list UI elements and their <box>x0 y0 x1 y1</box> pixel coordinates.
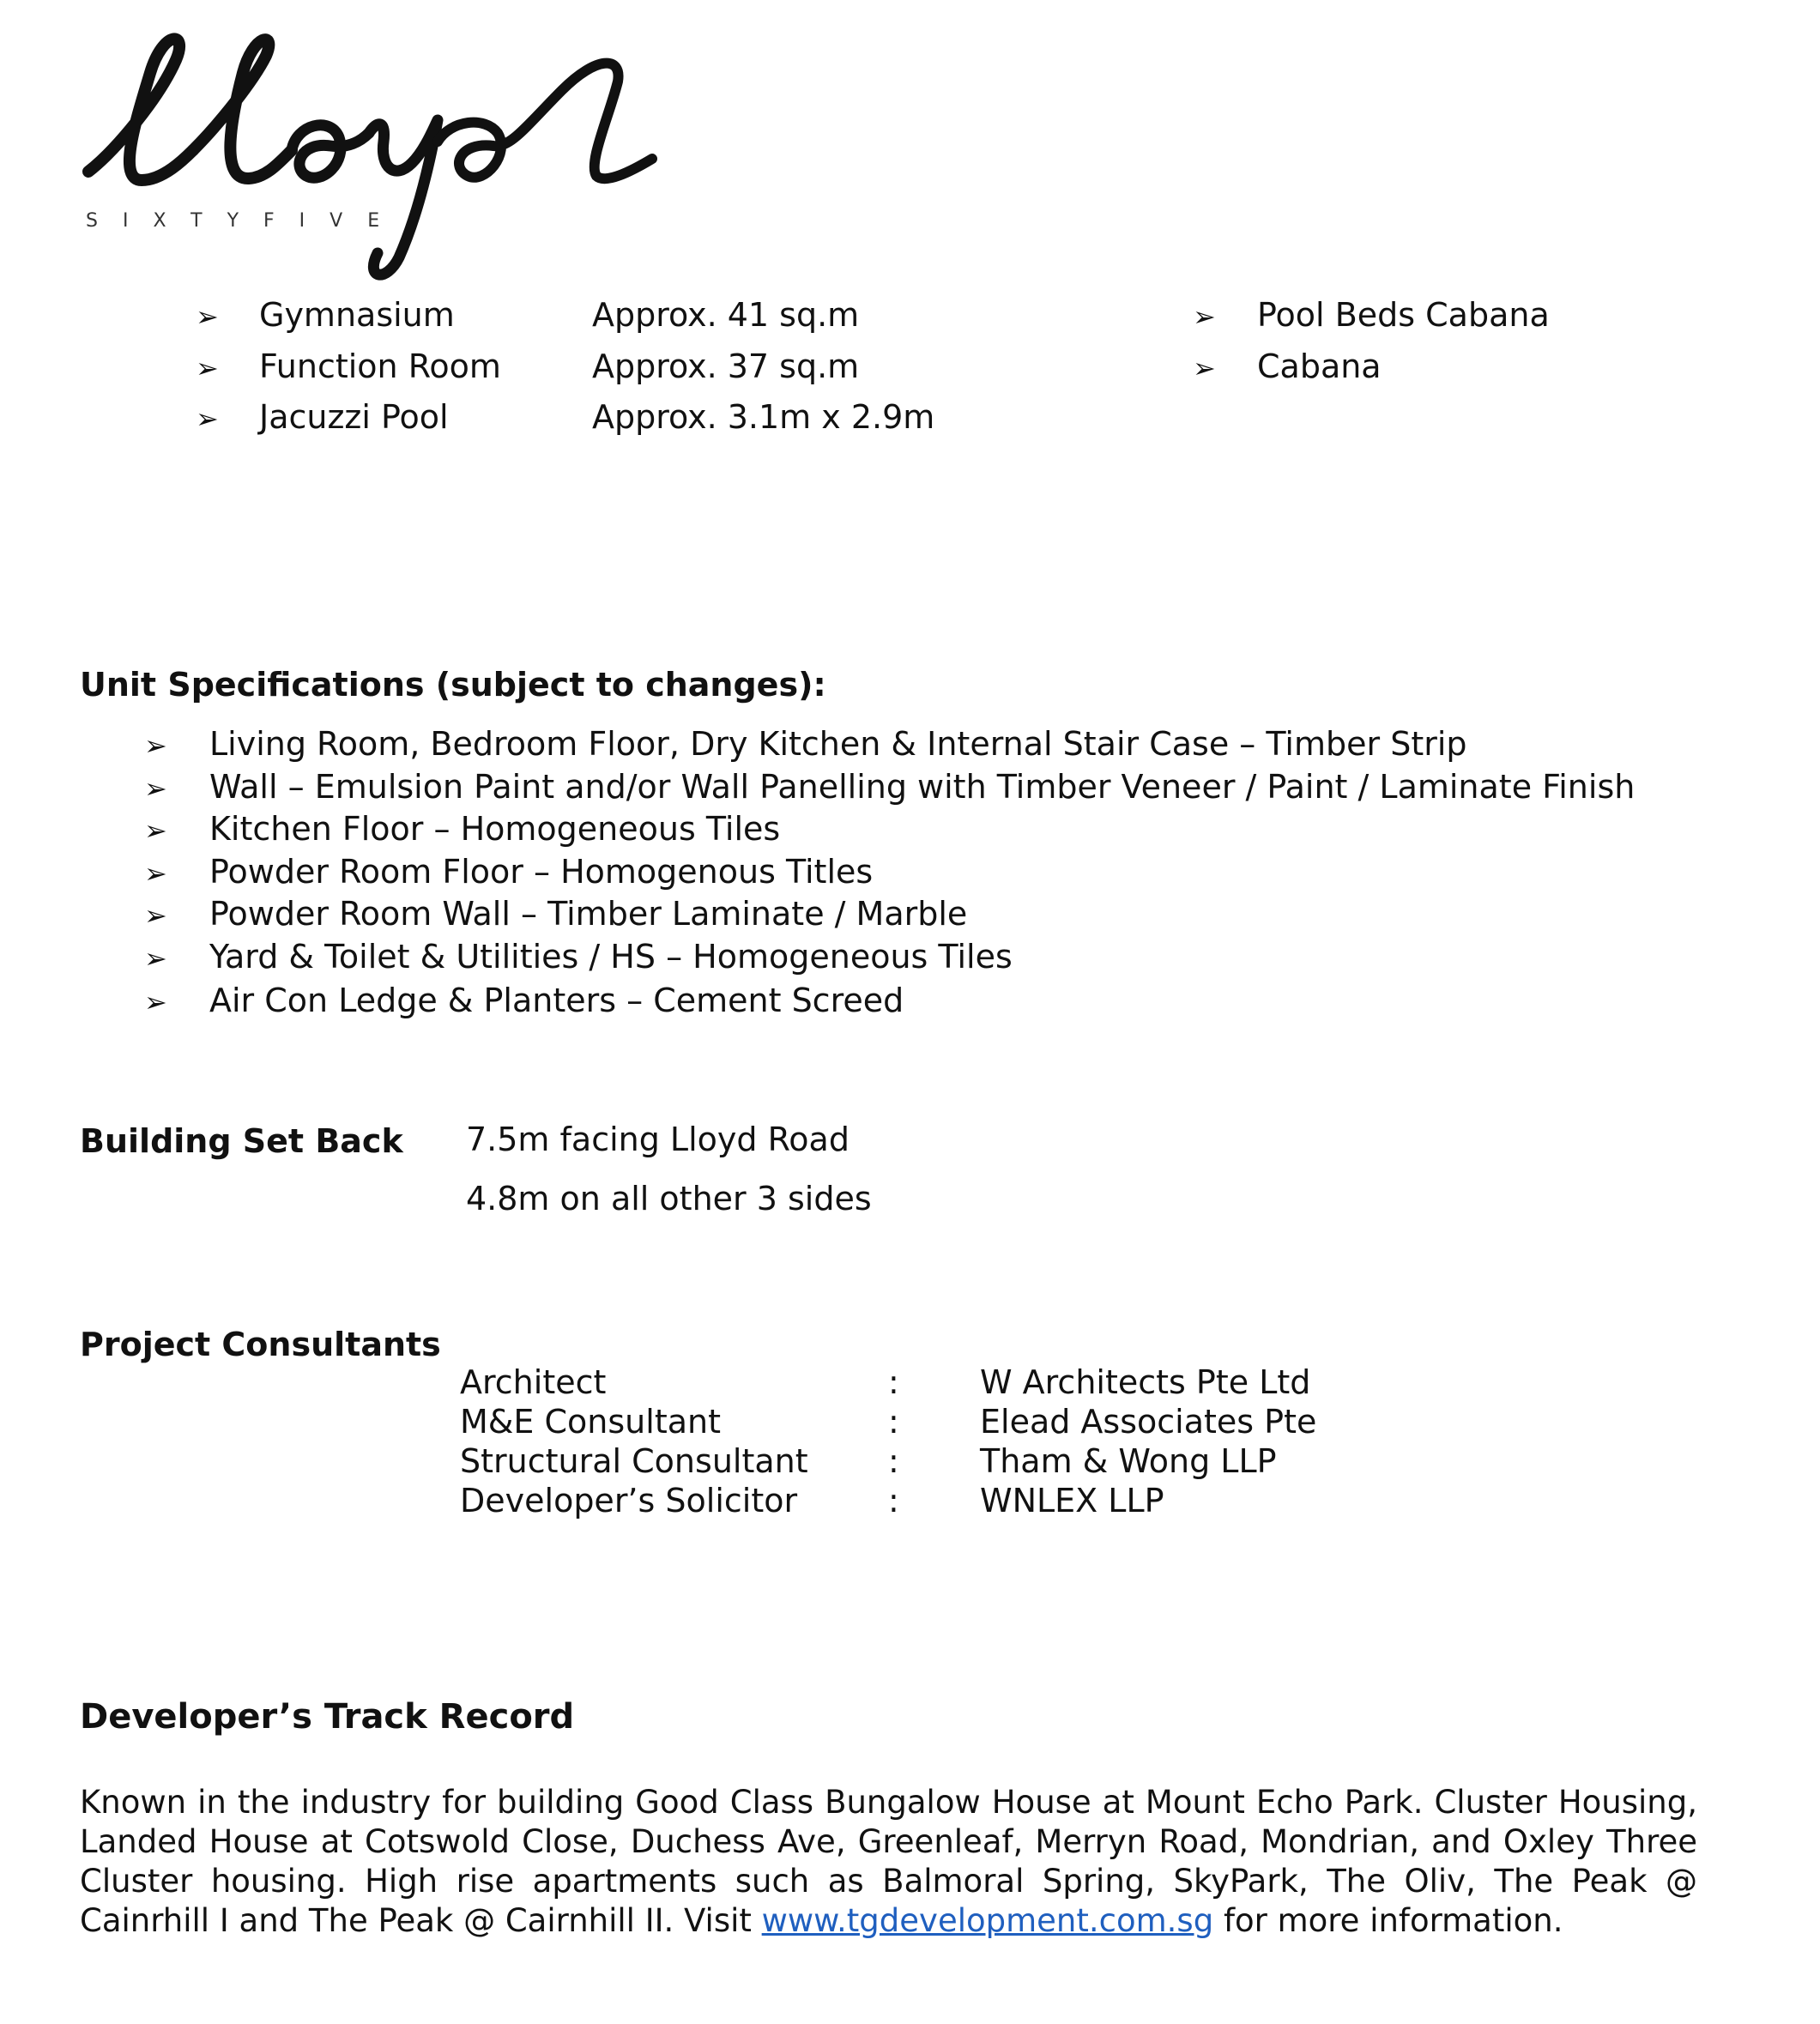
setback-heading: Building Set Back <box>80 1122 403 1160</box>
lloyd-logo <box>82 21 665 287</box>
arrow-bullet-icon: ➢ <box>196 300 219 333</box>
facility-size: Approx. 41 sq.m <box>592 296 860 334</box>
consultants-heading: Project Consultants <box>80 1326 441 1363</box>
arrow-bullet-icon: ➢ <box>144 814 167 847</box>
arrow-bullet-icon: ➢ <box>144 942 167 975</box>
list-item: Wall – Emulsion Paint and/or Wall Panelling with Timber Veneer / Paint / Laminate Finish <box>209 768 1636 806</box>
track-record-paragraph <box>80 1783 1697 1941</box>
arrow-bullet-icon: ➢ <box>144 772 167 805</box>
consultant-name: Tham & Wong LLP <box>980 1442 1277 1480</box>
arrow-bullet-icon: ➢ <box>144 986 167 1018</box>
logo-tagline: SIXTYFIVE <box>86 210 405 232</box>
arrow-bullet-icon: ➢ <box>144 899 167 932</box>
consultant-separator: : <box>888 1482 899 1520</box>
list-item: Yard & Toilet & Utilities / HS – Homogeneous Tiles <box>209 938 1013 976</box>
setback-line: 7.5m facing Lloyd Road <box>466 1121 850 1158</box>
facility-name: Jacuzzi Pool <box>259 398 449 436</box>
arrow-bullet-icon: ➢ <box>144 857 167 890</box>
list-item: Powder Room Wall – Timber Laminate / Marble <box>209 895 968 933</box>
arrow-bullet-icon: ➢ <box>144 729 167 762</box>
list-item: Powder Room Floor – Homogenous Titles <box>209 853 874 891</box>
consultant-role: Architect <box>460 1363 607 1401</box>
facility-name: Cabana <box>1257 347 1382 385</box>
consultant-name: Elead Associates Pte <box>980 1403 1317 1441</box>
facility-size: Approx. 37 sq.m <box>592 347 860 385</box>
arrow-bullet-icon: ➢ <box>196 402 219 435</box>
arrow-bullet-icon: ➢ <box>1193 352 1216 384</box>
facility-name: Function Room <box>259 347 501 385</box>
consultant-name: W Architects Pte Ltd <box>980 1363 1311 1401</box>
facility-size: Approx. 3.1m x 2.9m <box>592 398 935 436</box>
unit-specs-heading: Unit Specifications (subject to changes): <box>80 666 826 704</box>
setback-line: 4.8m on all other 3 sides <box>466 1180 872 1217</box>
consultant-role: M&E Consultant <box>460 1403 721 1441</box>
list-item: Kitchen Floor – Homogeneous Tiles <box>209 810 781 848</box>
arrow-bullet-icon: ➢ <box>1193 300 1216 333</box>
track-record-heading: Developer’s Track Record <box>80 1697 575 1737</box>
list-item: Air Con Ledge & Planters – Cement Screed <box>209 982 904 1019</box>
consultant-name: WNLEX LLP <box>980 1482 1164 1520</box>
arrow-bullet-icon: ➢ <box>196 352 219 384</box>
consultant-separator: : <box>888 1363 899 1401</box>
consultant-role: Structural Consultant <box>460 1442 808 1480</box>
track-record-text: Known in the industry for building Good Class Bungalow House at Mount Echo Park. Cluster Housing, Landed House at Cotswold Close, Duchess Ave, Greenleaf, Merryn Road, Mondrian, and Oxley Three Cluster housing. High rise apartments such as Balmoral Spring, SkyPark, The Oliv, The Peak @ Cainrhill I and The Peak @ Cairnhill II. Visit <box>80 1784 1697 1939</box>
consultant-separator: : <box>888 1442 899 1480</box>
facility-name: Gymnasium <box>259 296 455 334</box>
consultant-separator: : <box>888 1403 899 1441</box>
developer-website-link[interactable]: www.tgdevelopment.com.sg <box>761 1902 1214 1939</box>
list-item: Living Room, Bedroom Floor, Dry Kitchen & Internal Stair Case – Timber Strip <box>209 725 1467 763</box>
consultant-role: Developer’s Solicitor <box>460 1482 798 1520</box>
facility-name: Pool Beds Cabana <box>1257 296 1550 334</box>
track-record-text-end: for more information. <box>1213 1902 1563 1939</box>
